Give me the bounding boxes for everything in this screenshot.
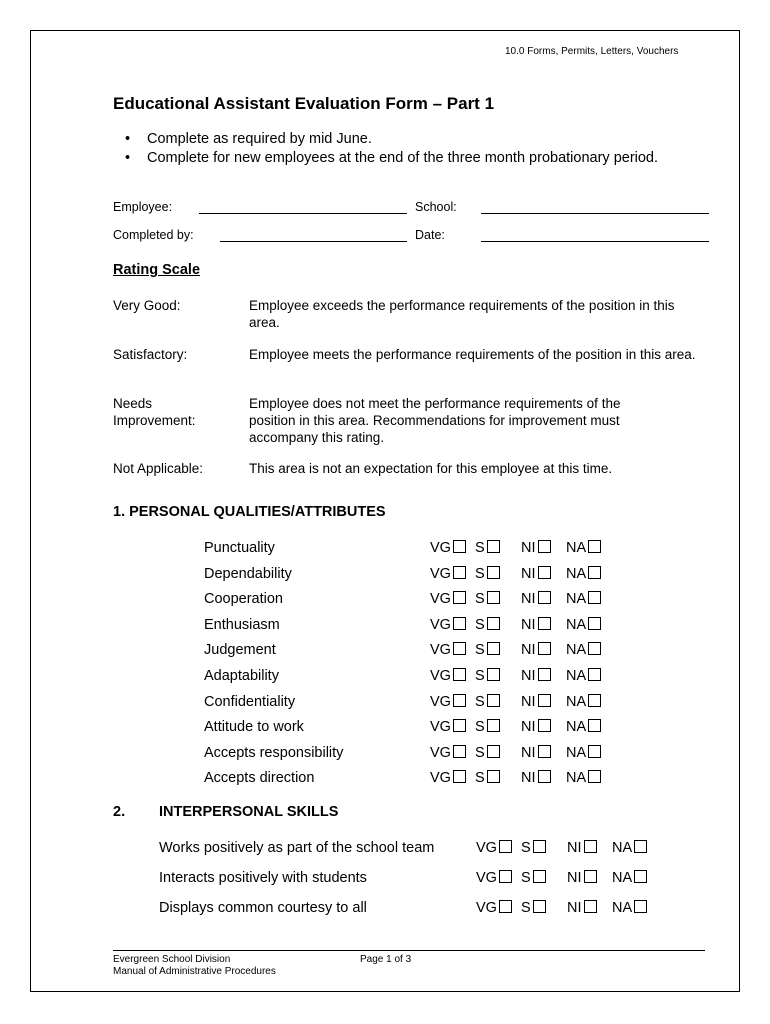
rating-option-label: NA xyxy=(612,840,633,856)
rating-option-s xyxy=(521,900,546,916)
rating-option-na xyxy=(566,770,601,786)
rating-checkbox-s[interactable] xyxy=(487,617,500,630)
rating-option-label: S xyxy=(521,900,531,916)
rating-checkbox-vg[interactable] xyxy=(453,566,466,579)
rating-checkbox-vg[interactable] xyxy=(453,668,466,681)
rating-option-label: NI xyxy=(521,719,536,736)
rating-option-label: NI xyxy=(521,642,536,659)
rating-checkbox-na[interactable] xyxy=(588,617,601,630)
rating-option-label: NA xyxy=(566,591,587,608)
rating-option-na xyxy=(566,719,601,735)
rating-option-na xyxy=(612,900,647,916)
rating-option-s xyxy=(475,540,500,556)
footer-divider xyxy=(113,950,705,951)
rating-option-vg xyxy=(430,745,466,761)
rating-definition-not-applicable: This area is not an expectation for this employee at this time. xyxy=(249,461,613,476)
rating-option-ni xyxy=(521,540,551,556)
rating-checkbox-s[interactable] xyxy=(487,719,500,732)
rating-checkbox-vg[interactable] xyxy=(453,591,466,604)
rating-option-ni xyxy=(521,719,551,735)
rating-checkbox-s[interactable] xyxy=(487,668,500,681)
criterion-label: Attitude to work xyxy=(204,719,304,736)
criterion-label: Dependability xyxy=(204,565,292,582)
rating-checkbox-na[interactable] xyxy=(588,540,601,553)
rating-checkbox-ni[interactable] xyxy=(584,870,597,883)
date-field[interactable] xyxy=(481,241,709,242)
rating-option-s xyxy=(475,719,500,735)
bullet-item xyxy=(125,131,372,147)
employee-label: Employee: xyxy=(113,200,173,214)
rating-checkbox-na[interactable] xyxy=(588,668,601,681)
bullet-icon: • xyxy=(125,131,131,147)
rating-checkbox-ni[interactable] xyxy=(538,566,551,579)
rating-option-label: NI xyxy=(521,693,536,710)
rating-option-vg xyxy=(430,617,466,633)
rating-option-label: VG xyxy=(430,693,451,710)
bullet-text: Complete for new employees at the end of the three month probationary period. xyxy=(147,150,659,166)
rating-option-na xyxy=(566,745,601,761)
rating-option-s xyxy=(475,617,500,633)
rating-option-vg xyxy=(476,900,512,916)
rating-option-ni xyxy=(521,694,551,710)
rating-option-vg xyxy=(430,591,466,607)
rating-option-label: NA xyxy=(566,719,587,736)
rating-checkbox-vg[interactable] xyxy=(499,900,512,913)
rating-checkbox-s[interactable] xyxy=(533,840,546,853)
rating-option-vg xyxy=(476,870,512,886)
footer-org: Evergreen School Division xyxy=(113,954,231,965)
rating-option-label: VG xyxy=(476,840,497,856)
rating-option-label: NA xyxy=(566,616,587,633)
rating-option-na xyxy=(566,591,601,607)
rating-checkbox-s[interactable] xyxy=(533,900,546,913)
rating-option-label: VG xyxy=(430,565,451,582)
rating-option-label: VG xyxy=(476,870,497,886)
rating-option-label: VG xyxy=(430,719,451,736)
rating-checkbox-na[interactable] xyxy=(634,900,647,913)
completed-by-field[interactable] xyxy=(220,241,407,242)
rating-option-label: NI xyxy=(521,540,536,556)
rating-option-s xyxy=(475,694,500,710)
rating-option-na xyxy=(566,694,601,710)
rating-checkbox-ni[interactable] xyxy=(538,770,551,783)
criterion-label: Punctuality xyxy=(204,540,275,556)
rating-option-label: S xyxy=(475,770,485,787)
rating-option-label: VG xyxy=(430,744,451,761)
rating-checkbox-ni[interactable] xyxy=(538,745,551,758)
rating-checkbox-vg[interactable] xyxy=(453,540,466,553)
rating-option-label: NI xyxy=(521,591,536,608)
footer-page: Page 1 of 3 xyxy=(360,954,412,965)
rating-option-label: NI xyxy=(521,565,536,582)
rating-option-label: S xyxy=(521,840,531,856)
rating-option-vg xyxy=(430,540,466,556)
rating-option-ni xyxy=(567,900,597,916)
rating-definition-very-good: Employee exceeds the performance requirements of the position in this area. xyxy=(249,298,675,330)
rating-option-label: VG xyxy=(476,900,497,916)
rating-option-label: NA xyxy=(612,900,633,916)
rating-term-not-applicable: Not Applicable: xyxy=(113,461,204,476)
rating-option-label: S xyxy=(475,540,485,556)
rating-checkbox-vg[interactable] xyxy=(499,870,512,883)
criterion-label: Cooperation xyxy=(204,591,283,608)
rating-option-label: S xyxy=(475,744,485,761)
rating-checkbox-s[interactable] xyxy=(487,745,500,758)
rating-option-label: S xyxy=(475,693,485,710)
rating-option-label: NA xyxy=(612,870,633,886)
rating-term-needs-improvement xyxy=(113,395,196,429)
rating-option-s xyxy=(475,642,500,658)
rating-definition-needs-improvement: Employee does not meet the performance requirements of the position in this area. Recommendations for improvement must accompany this rating. xyxy=(249,396,621,445)
rating-option-s xyxy=(475,591,500,607)
rating-option-vg xyxy=(430,642,466,658)
rating-option-label: S xyxy=(475,642,485,659)
rating-option-s xyxy=(521,870,546,886)
rating-checkbox-vg[interactable] xyxy=(453,719,466,732)
rating-option-ni xyxy=(521,668,551,684)
rating-term-line: Improvement: xyxy=(113,413,196,428)
rating-checkbox-s[interactable] xyxy=(487,642,500,655)
rating-option-ni xyxy=(521,642,551,658)
criterion-label: Adaptability xyxy=(204,668,279,684)
rating-checkbox-s[interactable] xyxy=(487,694,500,707)
rating-option-label: VG xyxy=(430,668,451,684)
rating-option-vg xyxy=(430,719,466,735)
completed-by-label: Completed by: xyxy=(113,228,194,242)
rating-option-s xyxy=(475,745,500,761)
rating-option-s xyxy=(475,770,500,786)
rating-option-label: NI xyxy=(521,770,536,787)
rating-checkbox-na[interactable] xyxy=(588,591,601,604)
rating-option-label: S xyxy=(475,719,485,736)
rating-checkbox-ni[interactable] xyxy=(538,591,551,604)
rating-option-ni xyxy=(521,617,551,633)
rating-checkbox-vg[interactable] xyxy=(453,642,466,655)
rating-checkbox-na[interactable] xyxy=(588,694,601,707)
rating-checkbox-s[interactable] xyxy=(487,770,500,783)
rating-option-na xyxy=(612,840,647,856)
rating-checkbox-na[interactable] xyxy=(634,870,647,883)
rating-option-na xyxy=(566,617,601,633)
rating-checkbox-vg[interactable] xyxy=(453,617,466,630)
rating-checkbox-ni[interactable] xyxy=(538,617,551,630)
rating-checkbox-s[interactable] xyxy=(487,540,500,553)
rating-option-vg xyxy=(430,566,466,582)
rating-option-na xyxy=(566,540,601,556)
rating-scale-title: Rating Scale xyxy=(113,262,201,278)
rating-option-label: VG xyxy=(430,540,451,556)
criterion-label: Enthusiasm xyxy=(204,616,280,633)
rating-checkbox-ni[interactable] xyxy=(538,540,551,553)
rating-option-label: NI xyxy=(567,900,582,916)
rating-checkbox-s[interactable] xyxy=(533,870,546,883)
rating-option-label: S xyxy=(475,668,485,684)
rating-checkbox-s[interactable] xyxy=(487,591,500,604)
school-field[interactable] xyxy=(481,213,709,214)
rating-checkbox-vg[interactable] xyxy=(499,840,512,853)
rating-option-s xyxy=(475,566,500,582)
rating-option-label: NA xyxy=(566,744,587,761)
rating-option-label: VG xyxy=(430,616,451,633)
section-1-title: 1. PERSONAL QUALITIES/ATTRIBUTES xyxy=(113,504,386,520)
criterion-label: Accepts direction xyxy=(204,770,315,787)
rating-option-label: NA xyxy=(566,642,587,659)
rating-option-vg xyxy=(430,694,466,710)
criterion-label: Works positively as part of the school team xyxy=(159,840,435,856)
criterion-label: Confidentiality xyxy=(204,693,296,710)
rating-option-s xyxy=(521,840,546,856)
rating-option-ni xyxy=(521,745,551,761)
rating-option-label: NI xyxy=(567,840,582,856)
rating-option-label: VG xyxy=(430,642,451,659)
rating-option-vg xyxy=(430,668,466,684)
section-2-title: INTERPERSONAL SKILLS xyxy=(159,804,339,820)
rating-option-ni xyxy=(521,566,551,582)
rating-option-na xyxy=(612,870,647,886)
rating-option-label: NA xyxy=(566,770,587,787)
rating-option-label: S xyxy=(475,565,485,582)
rating-option-s xyxy=(475,668,500,684)
rating-option-label: S xyxy=(475,591,485,608)
rating-checkbox-na[interactable] xyxy=(588,745,601,758)
employee-field[interactable] xyxy=(199,213,407,214)
criterion-label: Displays common courtesy to all xyxy=(159,900,367,916)
rating-option-label: S xyxy=(475,616,485,633)
bullet-item xyxy=(125,150,659,166)
rating-option-label: NI xyxy=(521,668,536,684)
bullet-text: Complete as required by mid June. xyxy=(147,131,372,147)
rating-option-label: NA xyxy=(566,668,587,684)
rating-checkbox-vg[interactable] xyxy=(453,745,466,758)
rating-checkbox-s[interactable] xyxy=(487,566,500,579)
rating-checkbox-na[interactable] xyxy=(588,566,601,579)
rating-checkbox-ni[interactable] xyxy=(538,719,551,732)
rating-option-label: VG xyxy=(430,770,451,787)
section-2-number: 2. xyxy=(113,804,126,820)
rating-checkbox-vg[interactable] xyxy=(453,770,466,783)
rating-checkbox-na[interactable] xyxy=(634,840,647,853)
rating-option-label: NI xyxy=(521,744,536,761)
rating-checkbox-ni[interactable] xyxy=(584,900,597,913)
rating-option-label: NA xyxy=(566,693,587,710)
rating-checkbox-ni[interactable] xyxy=(584,840,597,853)
school-label: School: xyxy=(415,200,457,214)
rating-checkbox-ni[interactable] xyxy=(538,694,551,707)
bullet-icon: • xyxy=(125,150,131,166)
rating-checkbox-ni[interactable] xyxy=(538,642,551,655)
rating-option-label: NI xyxy=(521,616,536,633)
footer-manual: Manual of Administrative Procedures xyxy=(113,966,276,977)
rating-option-ni xyxy=(567,870,597,886)
rating-checkbox-na[interactable] xyxy=(588,770,601,783)
rating-term-very-good: Very Good: xyxy=(113,298,181,313)
rating-option-ni xyxy=(521,770,551,786)
rating-term-satisfactory: Satisfactory: xyxy=(113,347,188,362)
rating-option-label: S xyxy=(521,870,531,886)
rating-term-line: Needs xyxy=(113,396,153,411)
rating-option-na xyxy=(566,642,601,658)
rating-definition-satisfactory: Employee meets the performance requirements of the position in this area. xyxy=(249,347,696,362)
rating-option-ni xyxy=(567,840,597,856)
rating-option-na xyxy=(566,668,601,684)
rating-option-label: NI xyxy=(567,870,582,886)
criterion-label: Interacts positively with students xyxy=(159,870,367,886)
rating-checkbox-na[interactable] xyxy=(588,642,601,655)
rating-checkbox-na[interactable] xyxy=(588,719,601,732)
rating-option-vg xyxy=(476,840,512,856)
rating-option-label: NA xyxy=(566,565,587,582)
rating-option-vg xyxy=(430,770,466,786)
date-label: Date: xyxy=(415,228,445,242)
rating-option-label: VG xyxy=(430,591,451,608)
rating-checkbox-vg[interactable] xyxy=(453,694,466,707)
rating-checkbox-ni[interactable] xyxy=(538,668,551,681)
page-title: Educational Assistant Evaluation Form – Part 1 xyxy=(113,94,495,113)
rating-option-ni xyxy=(521,591,551,607)
header-reference: 10.0 Forms, Permits, Letters, Vouchers xyxy=(505,46,679,57)
rating-option-label: NA xyxy=(566,540,587,556)
rating-option-na xyxy=(566,566,601,582)
criterion-label: Judgement xyxy=(204,642,276,659)
criterion-label: Accepts responsibility xyxy=(204,744,344,761)
